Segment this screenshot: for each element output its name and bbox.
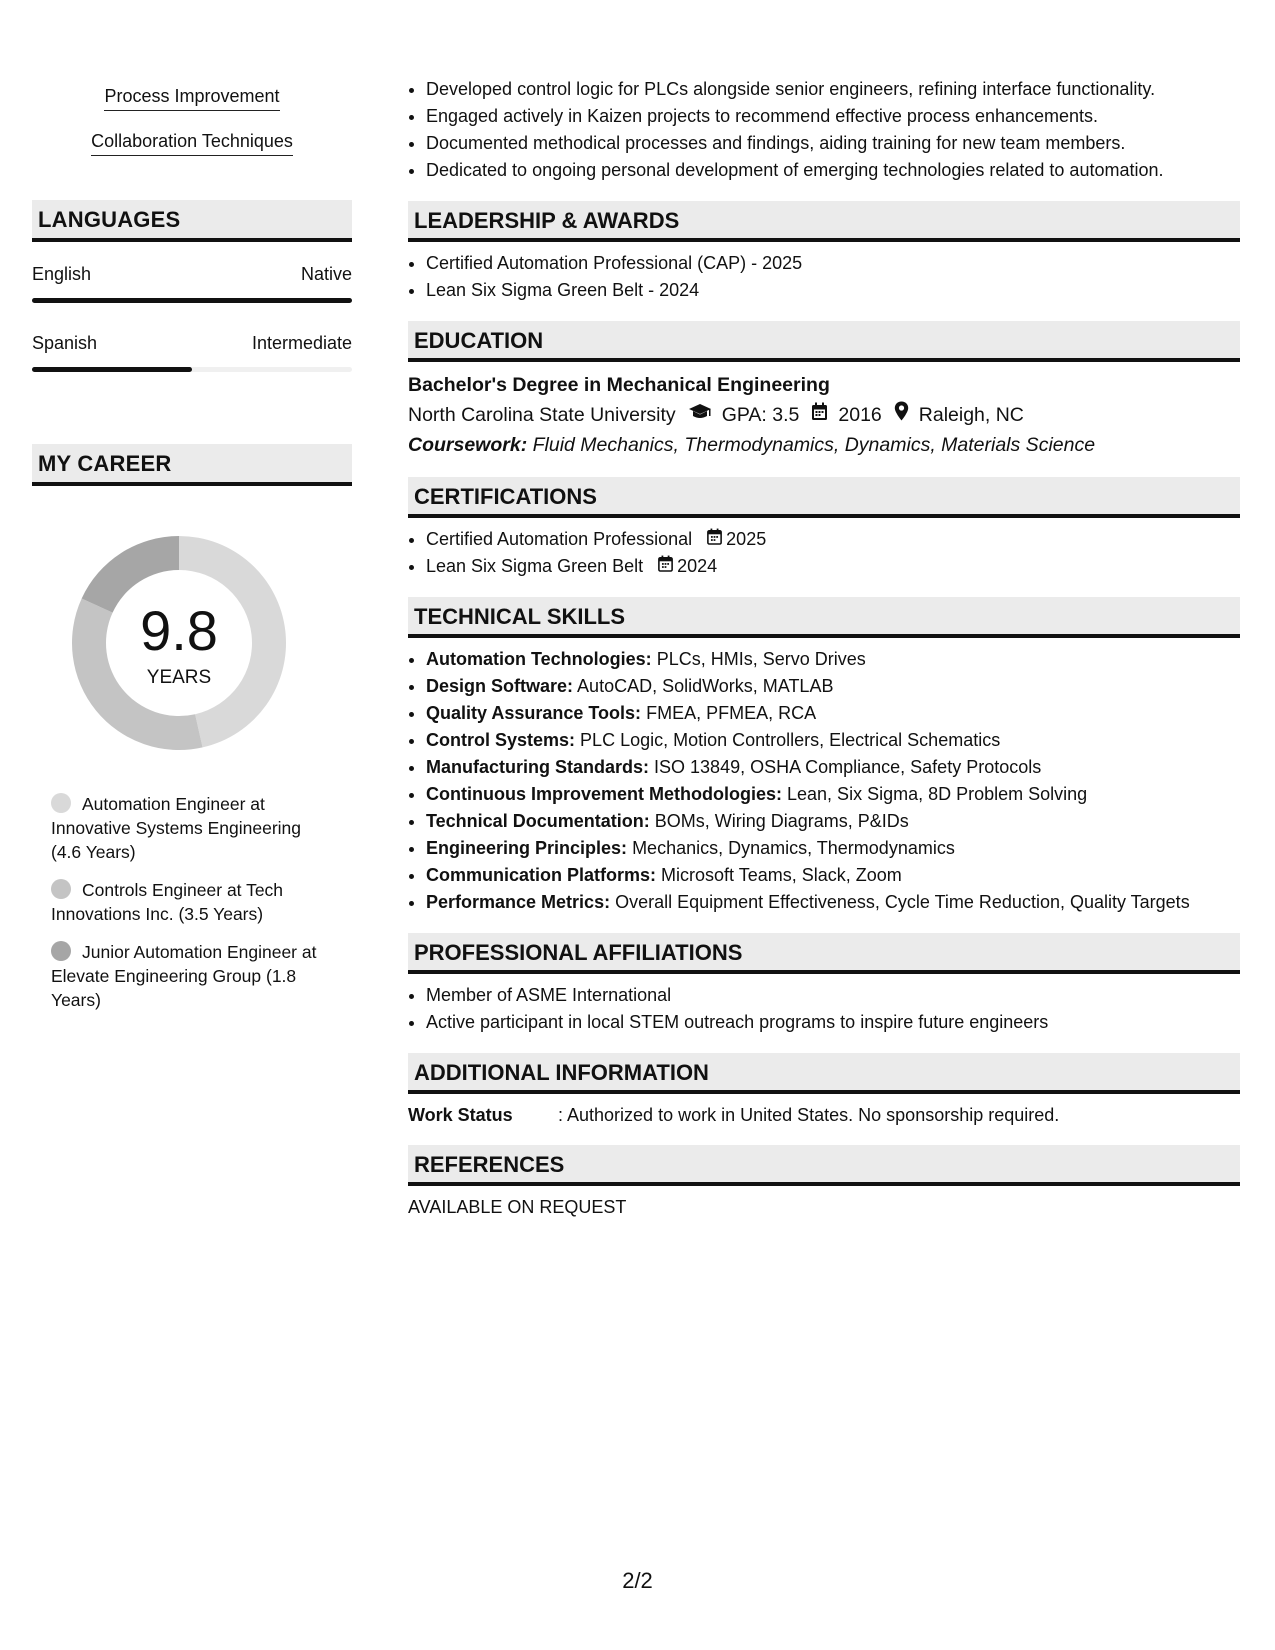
skill-category: Quality Assurance Tools: (426, 703, 642, 723)
skill-values: FMEA, PFMEA, RCA (646, 703, 817, 723)
interest-list (32, 80, 352, 170)
legend-dot (51, 879, 71, 899)
language-proficiency-bar (32, 367, 352, 372)
left-column (32, 80, 352, 1026)
career-legend-label: Junior Automation Engineer at Elevate Engineering Group (1.8 Years) (51, 942, 317, 1010)
section-heading: LEADERSHIP & AWARDS (408, 201, 1240, 242)
skill-category: Manufacturing Standards: (426, 757, 650, 777)
right-column (408, 80, 1240, 1220)
coursework-list: Fluid Mechanics, Thermodynamics, Dynamics, Materials Science (532, 434, 1096, 456)
certification-year: 2024 (677, 556, 718, 576)
section-heading: EDUCATION (408, 321, 1240, 362)
career-legend (51, 792, 331, 1012)
school-name: North Carolina State University (408, 404, 676, 426)
language-proficiency-bar (32, 298, 352, 303)
additional-info-row (408, 1102, 1240, 1128)
skill-item (426, 835, 1240, 862)
school-location: Raleigh, NC (918, 404, 1024, 426)
skill-values: PLC Logic, Motion Controllers, Electrical Schematics (580, 730, 1001, 750)
experience-bullet: • Documented methodical processes and findings, aiding training for new team members. (426, 130, 1240, 157)
skill-item (426, 727, 1240, 754)
donut-center (64, 528, 294, 758)
career-total-years: 9.8 (140, 599, 218, 662)
affiliation-item: • Member of ASME International (426, 982, 1240, 1009)
section-heading: TECHNICAL SKILLS (408, 597, 1240, 638)
career-legend-label: Controls Engineer at Tech Innovations Inc. (3.5 Years) (51, 880, 284, 924)
skill-item (426, 700, 1240, 727)
language-proficiency-fill (32, 298, 352, 303)
section-heading: LANGUAGES (32, 200, 352, 242)
skill-item (426, 754, 1240, 781)
skill-values: BOMs, Wiring Diagrams, P&IDs (654, 811, 909, 831)
skill-item (426, 646, 1240, 673)
skill-item (426, 889, 1240, 916)
certification-year: 2025 (726, 529, 767, 549)
affiliation-item: • Active participant in local STEM outreach programs to inspire future engineers (426, 1009, 1240, 1036)
leadership-list (408, 250, 1240, 304)
skill-values: Microsoft Teams, Slack, Zoom (661, 865, 902, 885)
section-heading: ADDITIONAL INFORMATION (408, 1053, 1240, 1094)
experience-bullets (408, 76, 1240, 184)
skill-item (426, 781, 1240, 808)
language-row (32, 333, 352, 354)
skills-list (408, 646, 1240, 916)
coursework (408, 430, 1240, 460)
references-text: AVAILABLE ON REQUEST (408, 1197, 627, 1217)
skill-category: Engineering Principles: (426, 838, 628, 858)
skill-category: Control Systems: (426, 730, 576, 750)
skill-category: Automation Technologies: (426, 649, 652, 669)
experience-bullet: • Dedicated to ongoing personal development of emerging technologies related to automation. (426, 157, 1240, 184)
section-heading: MY CAREER (32, 444, 352, 486)
certification-name: Lean Six Sigma Green Belt (426, 556, 644, 576)
section-heading: CERTIFICATIONS (408, 477, 1240, 518)
education-entry (408, 370, 1240, 460)
page-number: 2/2 (622, 1568, 653, 1593)
language-level: Native (300, 264, 352, 284)
skill-values: AutoCAD, SolidWorks, MATLAB (577, 676, 834, 696)
skill-category: Technical Documentation: (426, 811, 650, 831)
award-item: • Certified Automation Professional (CAP) - 2025 (426, 250, 1240, 277)
skill-item (426, 673, 1240, 700)
skill-category: Performance Metrics: (426, 892, 611, 912)
info-value: : Authorized to work in United States. No sponsorship required. (558, 1105, 1060, 1125)
languages-section (32, 200, 352, 372)
legend-dot (51, 793, 71, 813)
award-item: • Lean Six Sigma Green Belt - 2024 (426, 277, 1240, 304)
skill-item (426, 862, 1240, 889)
coursework-label: Coursework: (408, 434, 528, 456)
skill-item (426, 808, 1240, 835)
calendar-icon (811, 400, 828, 430)
graduation-cap-icon (688, 400, 712, 430)
language-name: Spanish (32, 333, 98, 353)
skill-values: Overall Equipment Effectiveness, Cycle Time Reduction, Quality Targets (615, 892, 1190, 912)
calendar-icon (658, 553, 673, 580)
skill-category: Design Software: (426, 676, 574, 696)
certification-item (426, 553, 1240, 580)
legend-dot (51, 941, 71, 961)
interest-item: Collaboration Techniques (91, 131, 293, 156)
calendar-icon (707, 526, 722, 553)
degree-title: Bachelor's Degree in Mechanical Engineering (408, 374, 830, 396)
language-name: English (32, 264, 92, 284)
experience-bullet: • Engaged actively in Kaizen projects to recommend effective process enhancements. (426, 103, 1240, 130)
career-years-unit: YEARS (146, 667, 212, 688)
education-meta (408, 400, 1240, 430)
gpa: GPA: 3.5 (721, 404, 800, 426)
career-section (32, 444, 352, 1012)
career-legend-item (51, 792, 331, 864)
graduation-year: 2016 (838, 404, 882, 426)
skill-values: Mechanics, Dynamics, Thermodynamics (632, 838, 955, 858)
section-heading: PROFESSIONAL AFFILIATIONS (408, 933, 1240, 974)
skill-values: PLCs, HMIs, Servo Drives (656, 649, 866, 669)
career-legend-label: Automation Engineer at Innovative Systems Engineering (4.6 Years) (51, 794, 301, 862)
career-donut-chart (64, 528, 294, 758)
experience-bullet: • Developed control logic for PLCs alongside senior engineers, refining interface functionality. (426, 76, 1240, 103)
affiliations-list (408, 982, 1240, 1036)
section-heading: REFERENCES (408, 1145, 1240, 1186)
interest-item: Process Improvement (104, 86, 279, 111)
map-pin-icon (894, 400, 909, 430)
skill-category: Continuous Improvement Methodologies: (426, 784, 782, 804)
certification-name: Certified Automation Professional (426, 529, 693, 549)
certification-list (408, 526, 1240, 580)
info-key: Work Status (408, 1105, 513, 1125)
career-legend-item (51, 940, 331, 1012)
skill-category: Communication Platforms: (426, 865, 657, 885)
certification-item (426, 526, 1240, 553)
language-row (32, 264, 352, 285)
skill-values: ISO 13849, OSHA Compliance, Safety Protocols (654, 757, 1042, 777)
language-proficiency-fill (32, 367, 192, 372)
skill-values: Lean, Six Sigma, 8D Problem Solving (787, 784, 1088, 804)
language-level: Intermediate (251, 333, 352, 353)
career-legend-item (51, 878, 331, 926)
